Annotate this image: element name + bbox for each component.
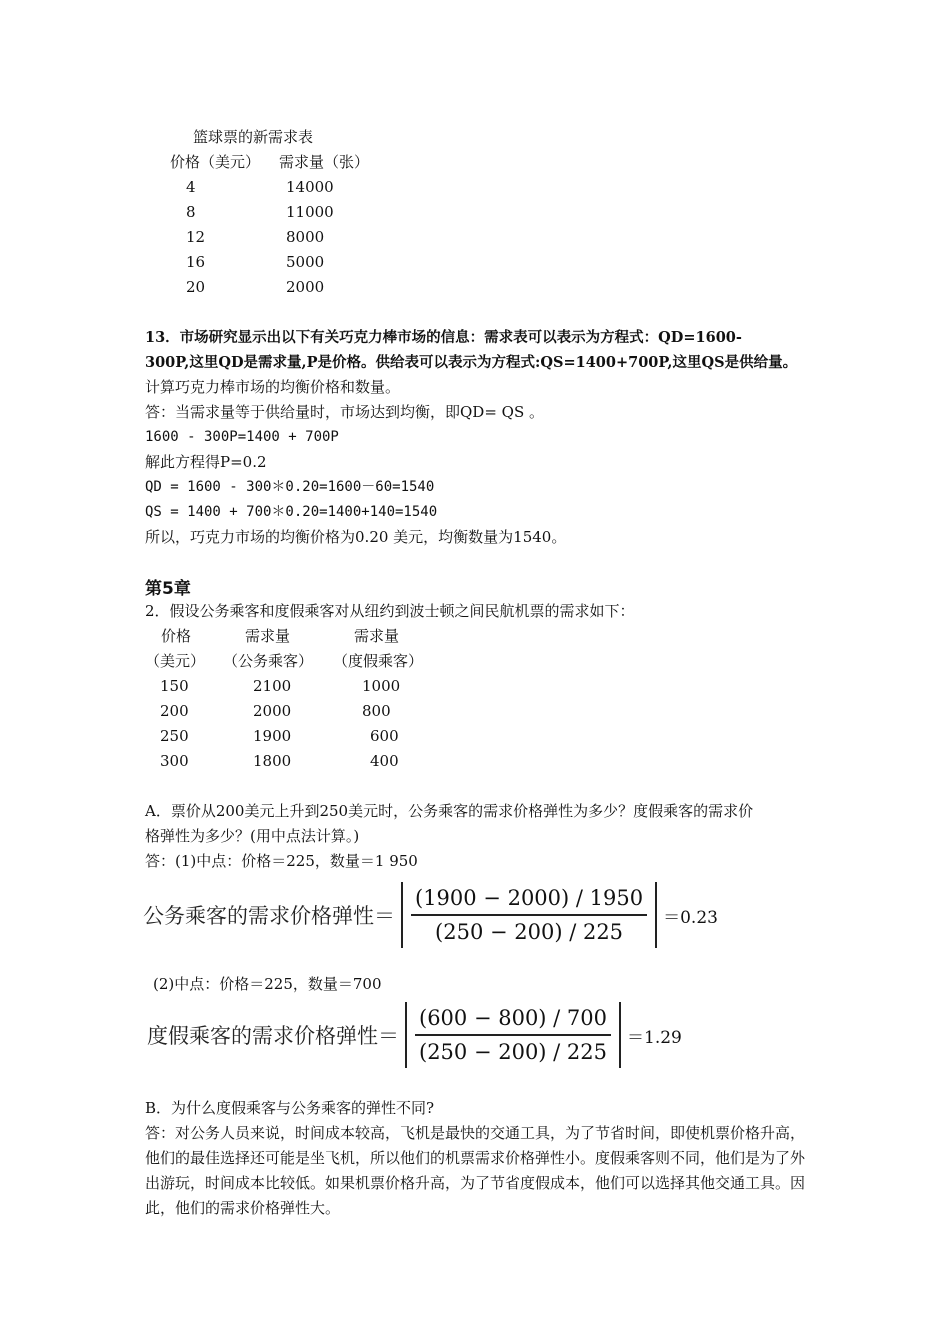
q2-cell-price: 200: [160, 702, 189, 720]
q2-intro: 2．假设公务乘客和度假乘客对从纽约到波士顿之间民航机票的需求如下：: [145, 602, 635, 620]
q2-cell-business: 2000: [253, 702, 292, 720]
q13-line2: 300P,这里QD是需求量,P是价格。供给表可以表示为方程式:QS=1400+700P,这里QS是供给量。: [145, 354, 798, 371]
q13-line1: 13．市场研究显示出以下有关巧克力棒市场的信息：需求表可以表示为方程式：QD=1600-: [145, 329, 742, 346]
q2-header-qty-vacation: 需求量: [354, 627, 400, 645]
table-cell-price: 16: [186, 253, 206, 271]
q2-header-qty-business: 需求量: [245, 627, 291, 645]
q2-cell-vacation: 400: [370, 752, 399, 770]
q13-answer-1: 答：当需求量等于供给量时，市场达到均衡，即QD= QS 。: [145, 403, 545, 421]
table-header-price: 价格（美元）: [170, 153, 261, 171]
q2-cell-business: 1800: [253, 752, 292, 770]
q13-line3: 计算巧克力棒市场的均衡价格和数量。: [145, 378, 401, 396]
partA-answer-1: 答：(1)中点：价格＝225，数量＝1 950: [145, 852, 418, 870]
formula-business-elasticity: [143, 882, 718, 948]
partA-question-line1: A．票价从200美元上升到250美元时，公务乘客的需求价格弹性为多少？度假乘客的需求价: [145, 802, 754, 820]
table-cell-qty: 5000: [286, 253, 325, 271]
formula-denominator: (250 − 200) / 225: [419, 1040, 608, 1064]
formula-result: ＝1.29: [627, 1027, 682, 1048]
table-cell-qty: 14000: [286, 178, 334, 196]
formula-numerator: (1900 − 2000) / 1950: [415, 886, 644, 910]
partA-question-line2: 格弹性为多少？(用中点法计算。): [145, 827, 360, 845]
q2-cell-vacation: 1000: [362, 677, 401, 695]
formula-result: ＝0.23: [663, 907, 718, 928]
q13-answer-5: QS = 1400 + 700＊0.20=1400+140=1540: [145, 504, 438, 520]
table-header-qty: 需求量（张）: [279, 153, 370, 171]
q13-answer-2: 1600 - 300P=1400 + 700P: [145, 429, 339, 445]
q2-cell-price: 250: [160, 727, 189, 745]
q2-cell-business: 2100: [253, 677, 292, 695]
formula-numerator: (600 − 800) / 700: [419, 1006, 608, 1030]
table-cell-qty: 11000: [286, 203, 334, 221]
formula-denominator: (250 − 200) / 225: [435, 920, 624, 944]
absolute-value-bars: [405, 1002, 621, 1068]
table-cell-price: 20: [186, 278, 206, 296]
table-cell-price: 8: [186, 203, 196, 221]
partB-question: B．为什么度假乘客与公务乘客的弹性不同?: [145, 1099, 435, 1117]
partB-answer: 答：对公务人员来说，时间成本较高，飞机是最快的交通工具，为了节省时间，即使机票价格升高，他们的最佳选择还可能是坐飞机，所以他们的机票需求价格弹性小。度假乘客则不同，他们是为了外出游玩，时间成本比较低。如果机票价格升高，为了节省度假成本，他们可以选择其他交通工具。因此，他们的需求价格弹性大。: [145, 1124, 806, 1217]
q2-cell-vacation: 600: [370, 727, 399, 745]
table-cell-price: 12: [186, 228, 206, 246]
absolute-value-bars: [401, 882, 657, 948]
q2-cell-price: 300: [160, 752, 189, 770]
q2-header-business: （公务乘客）: [223, 652, 314, 670]
q2-header-unit: （美元）: [145, 652, 206, 670]
table-cell-qty: 8000: [286, 228, 325, 246]
q2-header-price: 价格: [161, 627, 192, 645]
q2-header-vacation: （度假乘客）: [333, 652, 424, 670]
q2-cell-vacation: 800: [362, 702, 391, 720]
table-title: 篮球票的新需求表: [193, 128, 314, 146]
q2-cell-business: 1900: [253, 727, 292, 745]
partA-answer-2: (2)中点：价格＝225，数量＝700: [153, 975, 382, 993]
table-cell-qty: 2000: [286, 278, 325, 296]
q13-answer-3: 解此方程得P=0.2: [145, 453, 267, 471]
table-cell-price: 4: [186, 178, 196, 196]
formula-label: 公务乘客的需求价格弹性＝: [143, 904, 395, 928]
q2-cell-price: 150: [160, 677, 189, 695]
q13-answer-4: QD = 1600 - 300＊0.20=1600－60=1540: [145, 479, 435, 495]
formula-label: 度假乘客的需求价格弹性＝: [147, 1024, 399, 1048]
formula-vacation-elasticity: [147, 1002, 682, 1068]
q13-answer-6: 所以，巧克力市场的均衡价格为0.20 美元，均衡数量为1540。: [145, 528, 567, 546]
chapter-heading: 第5章: [145, 579, 191, 599]
